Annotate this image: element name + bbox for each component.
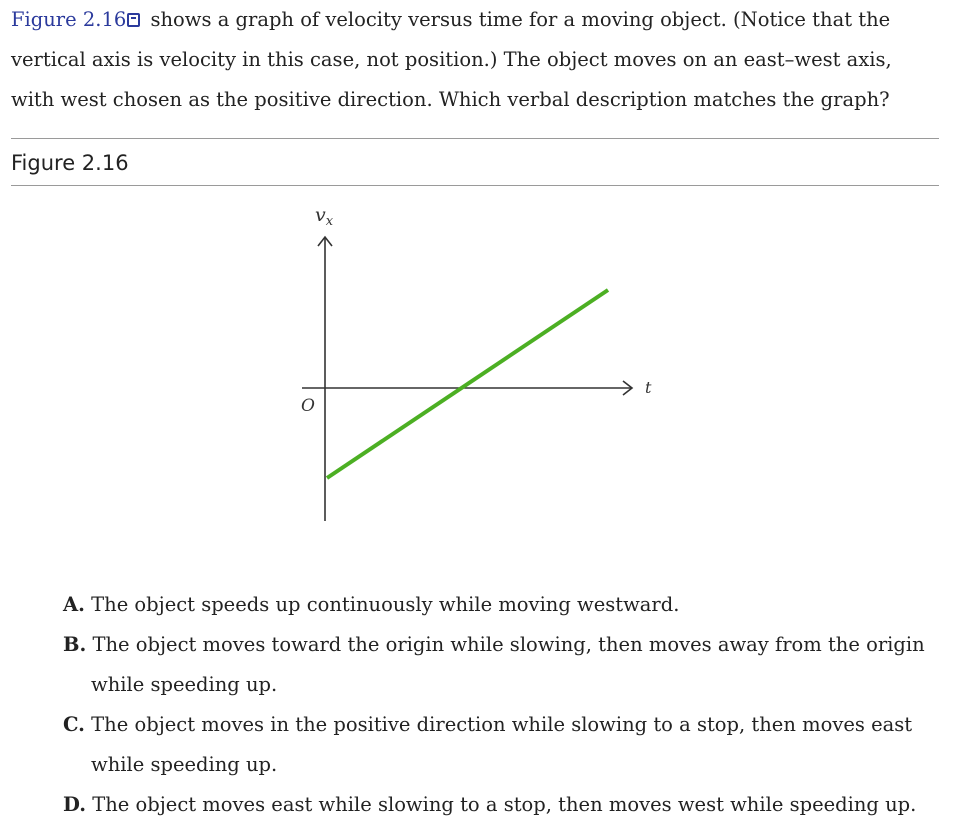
question-line-1: Figure 2.16 shows a graph of velocity versus time for a moving object. (Notice that the	[11, 8, 891, 31]
option-b[interactable]: B. The object moves toward the origin while slowing, then moves away from the origin while speeding up.	[63, 633, 925, 696]
divider-top	[11, 138, 939, 139]
answer-options	[63, 585, 953, 825]
velocity-line	[327, 290, 608, 478]
x-axis-label: t	[645, 378, 652, 397]
divider-figure	[11, 185, 939, 186]
option-a[interactable]: A. The object speeds up continuously while moving westward.	[63, 593, 680, 616]
velocity-time-graph	[280, 195, 660, 535]
option-c[interactable]: C. The object moves in the positive direction while slowing to a stop, then moves east while speeding up.	[63, 713, 913, 776]
y-axis-label: $v_x$	[315, 204, 334, 229]
external-link-icon[interactable]	[127, 13, 140, 27]
question-text	[11, 0, 961, 120]
question-line-2: vertical axis is velocity in this case, not position.) The object moves on an east–west axis,	[11, 48, 892, 71]
figure-title: Figure 2.16	[11, 151, 129, 175]
origin-label: O	[301, 396, 315, 416]
question-line-3: with west chosen as the positive direction. Which verbal description matches the graph?	[11, 88, 890, 111]
figure-link[interactable]: Figure 2.16	[11, 8, 127, 31]
option-d[interactable]: D. The object moves east while slowing to a stop, then moves west while speeding up.	[63, 793, 917, 816]
